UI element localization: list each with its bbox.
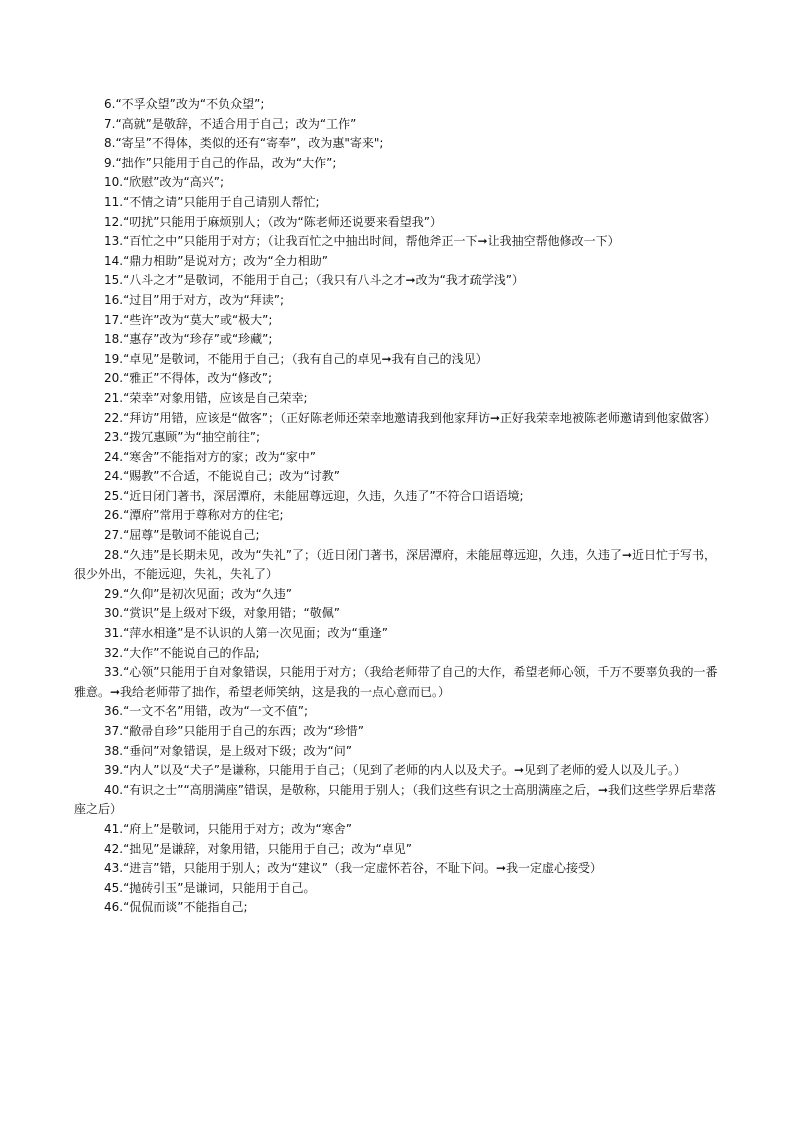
list-item: [74, 722, 722, 742]
list-item: [74, 898, 722, 918]
list-item: [74, 702, 722, 722]
item-text: “些许”改为“莫大”或“极大”;: [123, 312, 273, 327]
item-number: 27.: [104, 528, 124, 543]
item-text: “高就”是敬辞，不适合用于自己；改为“工作”: [115, 116, 357, 131]
list-item: [74, 369, 722, 389]
item-text: “雅正”不得体，改为“修改”;: [123, 371, 273, 386]
list-item: [74, 115, 722, 135]
item-number: 41.: [104, 821, 124, 836]
item-text: “侃侃而谈”不能指自己;: [123, 900, 248, 915]
item-number: 10.: [104, 175, 124, 190]
answer-list: [74, 95, 722, 918]
item-number: 9.: [104, 155, 116, 170]
item-number: 22.: [104, 410, 124, 425]
list-item: [74, 585, 722, 605]
item-text: “府上”是敬词，只能用于对方；改为“寒舍”: [123, 821, 352, 836]
item-text: “进言”错，只能用于别人；改为“建议”（我一定虚怀若谷，不耻下问。➞我一定虚心接受）: [123, 861, 603, 876]
list-item: [74, 213, 722, 233]
list-item: [74, 879, 722, 899]
item-number: 11.: [104, 194, 124, 209]
item-text: “欣慰”改为“高兴”;: [123, 175, 225, 190]
item-text: “拜访”用错，应该是“做客”；（正好陈老师还荣幸地邀请我到他家拜访➞正好我荣幸地被陈老师邀请到他家做客）: [123, 410, 717, 425]
item-number: 31.: [104, 626, 124, 641]
item-number: 29.: [104, 586, 124, 601]
item-text: “内人”以及“犬子”是谦称，只能用于自己；（见到了老师的内人以及犬子。➞见到了老师的爱人以及儿子。）: [123, 763, 687, 778]
item-text: “一文不名”用错，改为“一文不值”;: [123, 704, 309, 719]
item-number: 23.: [104, 430, 124, 445]
item-text: “百忙之中”只能用于对方；（让我百忙之中抽出时间，帮他斧正一下➞让我抽空帮他修改一下）: [123, 234, 620, 249]
list-item: [74, 291, 722, 311]
list-item: [74, 389, 722, 409]
item-number: 46.: [104, 900, 124, 915]
list-item: [74, 467, 722, 487]
list-item: [74, 859, 722, 879]
item-text: “心领”只能用于自对象错误，只能用于对方；（我给老师带了自己的大作，希望老师心领，千万不要辜负我的一番雅意。➞我给老师带了拙作，希望老师笑纳，这是我的一点心意而已。）: [74, 665, 718, 699]
item-number: 17.: [104, 312, 124, 327]
item-number: 19.: [104, 351, 124, 366]
list-item: [74, 330, 722, 350]
item-number: 18.: [104, 332, 124, 347]
list-item: [74, 350, 722, 370]
item-number: 39.: [104, 763, 124, 778]
list-item: [74, 448, 722, 468]
item-number: 42.: [104, 841, 124, 856]
list-item: [74, 487, 722, 507]
item-text: “卓见”是敬词，不能用于自己；（我有自己的卓见➞我有自己的浅见）: [123, 351, 488, 366]
item-text: “大作”不能说自己的作品;: [123, 645, 260, 660]
list-item: [74, 134, 722, 154]
item-number: 15.: [104, 273, 124, 288]
item-text: “赐教”不合适，不能说自己；改为“讨教”: [123, 469, 340, 484]
list-item: [74, 173, 722, 193]
item-text: “惠存”改为“珍存”或“珍藏”;: [123, 332, 273, 347]
item-number: 26.: [104, 508, 124, 523]
list-item: [74, 232, 722, 252]
item-number: 45.: [104, 880, 124, 895]
list-item: [74, 663, 722, 702]
item-text: “抛砖引玉”是谦词，只能用于自己。: [123, 880, 316, 895]
item-number: 12.: [104, 214, 124, 229]
list-item: [74, 781, 722, 820]
item-text: “拙见”是谦辞，对象用错，只能用于自己；改为“卓见”: [123, 841, 412, 856]
list-item: [74, 624, 722, 644]
item-number: 25.: [104, 488, 124, 503]
item-number: 24.: [104, 469, 124, 484]
list-item: [74, 428, 722, 448]
list-item: [74, 604, 722, 624]
item-text: “拙作”只能用于自己的作品，改为“大作”;: [115, 155, 337, 170]
item-text: “八斗之才”是敬词，不能用于自己；（我只有八斗之才➞改为“我才疏学浅”）: [123, 273, 525, 288]
list-item: [74, 546, 722, 585]
list-item: [74, 252, 722, 272]
item-text: “寄呈”不得体，类似的还有“寄奉”，改为惠"寄来";: [115, 136, 384, 151]
item-text: “鼎力相助”是说对方；改为“全力相助”: [123, 253, 328, 268]
list-item: [74, 506, 722, 526]
list-item: [74, 644, 722, 664]
item-number: 14.: [104, 253, 124, 268]
item-number: 20.: [104, 371, 124, 386]
list-item: [74, 271, 722, 291]
list-item: [74, 311, 722, 331]
item-text: “萍水相逢”是不认识的人第一次见面；改为“重逢”: [123, 626, 388, 641]
item-number: 28.: [104, 547, 124, 562]
item-text: “叨扰”只能用于麻烦别人；（改为“陈老师还说要来看望我”）: [123, 214, 442, 229]
item-number: 36.: [104, 704, 124, 719]
item-text: “荣幸”对象用错，应该是自己荣幸;: [123, 390, 308, 405]
item-text: “敝帚自珍”只能用于自己的东西；改为“珍惜”: [123, 724, 364, 738]
item-number: 8.: [104, 136, 116, 151]
item-number: 37.: [104, 724, 124, 738]
list-item: [74, 193, 722, 213]
list-item: [74, 526, 722, 546]
item-text: “拨冗惠顾”为“抽空前往”;: [123, 430, 261, 445]
list-item: [74, 409, 722, 429]
item-text: “赏识”是上级对下级，对象用错；“敬佩”: [123, 606, 340, 621]
item-text: “垂问”对象错误，是上级对下级；改为“问”: [123, 743, 352, 758]
item-number: 13.: [104, 234, 124, 249]
item-text: “潭府”常用于尊称对方的住宅;: [123, 508, 284, 523]
item-text: “有识之士”“高朋满座”错误，是敬称，只能用于别人；（我们这些有识之士高朋满座之后，➞我们这些学界后辈落座之后）: [74, 782, 717, 817]
item-text: “屈尊”是敬词不能说自己;: [123, 528, 260, 543]
item-text: “不情之请”只能用于自己请别人帮忙;: [123, 194, 320, 209]
item-number: 33.: [104, 665, 124, 680]
item-number: 21.: [104, 390, 124, 405]
item-text: “不孚众望”改为“不负众望”;: [115, 97, 265, 111]
item-text: “久仰”是初次见面；改为“久违”: [123, 586, 292, 601]
item-number: 40.: [104, 782, 124, 797]
item-number: 24.: [104, 449, 124, 464]
item-text: “寒舍”不能指对方的家；改为“家中”: [123, 449, 316, 464]
item-text: “过目”用于对方，改为“拜读”;: [123, 292, 285, 307]
item-number: 30.: [104, 606, 124, 621]
list-item: [74, 820, 722, 840]
list-item: [74, 742, 722, 762]
item-number: 43.: [104, 861, 124, 876]
list-item: [74, 761, 722, 781]
list-item: [74, 95, 722, 115]
item-number: 38.: [104, 743, 124, 758]
list-item: [74, 154, 722, 174]
item-text: “久违”是长期未见，改为“失礼”了；（近日闭门著书，深居潭府，未能屈尊远迎，久违，久违了➞近日忙于写书，很少外出，不能远迎，失礼，失礼了）: [74, 547, 717, 582]
list-item: [74, 840, 722, 860]
item-text: “近日闭门著书，深居潭府，未能屈尊远迎，久违，久违了”不符合口语语境;: [123, 488, 524, 503]
item-number: 16.: [104, 292, 124, 307]
item-number: 7.: [104, 116, 116, 131]
item-number: 32.: [104, 645, 124, 660]
item-number: 6.: [104, 97, 116, 111]
